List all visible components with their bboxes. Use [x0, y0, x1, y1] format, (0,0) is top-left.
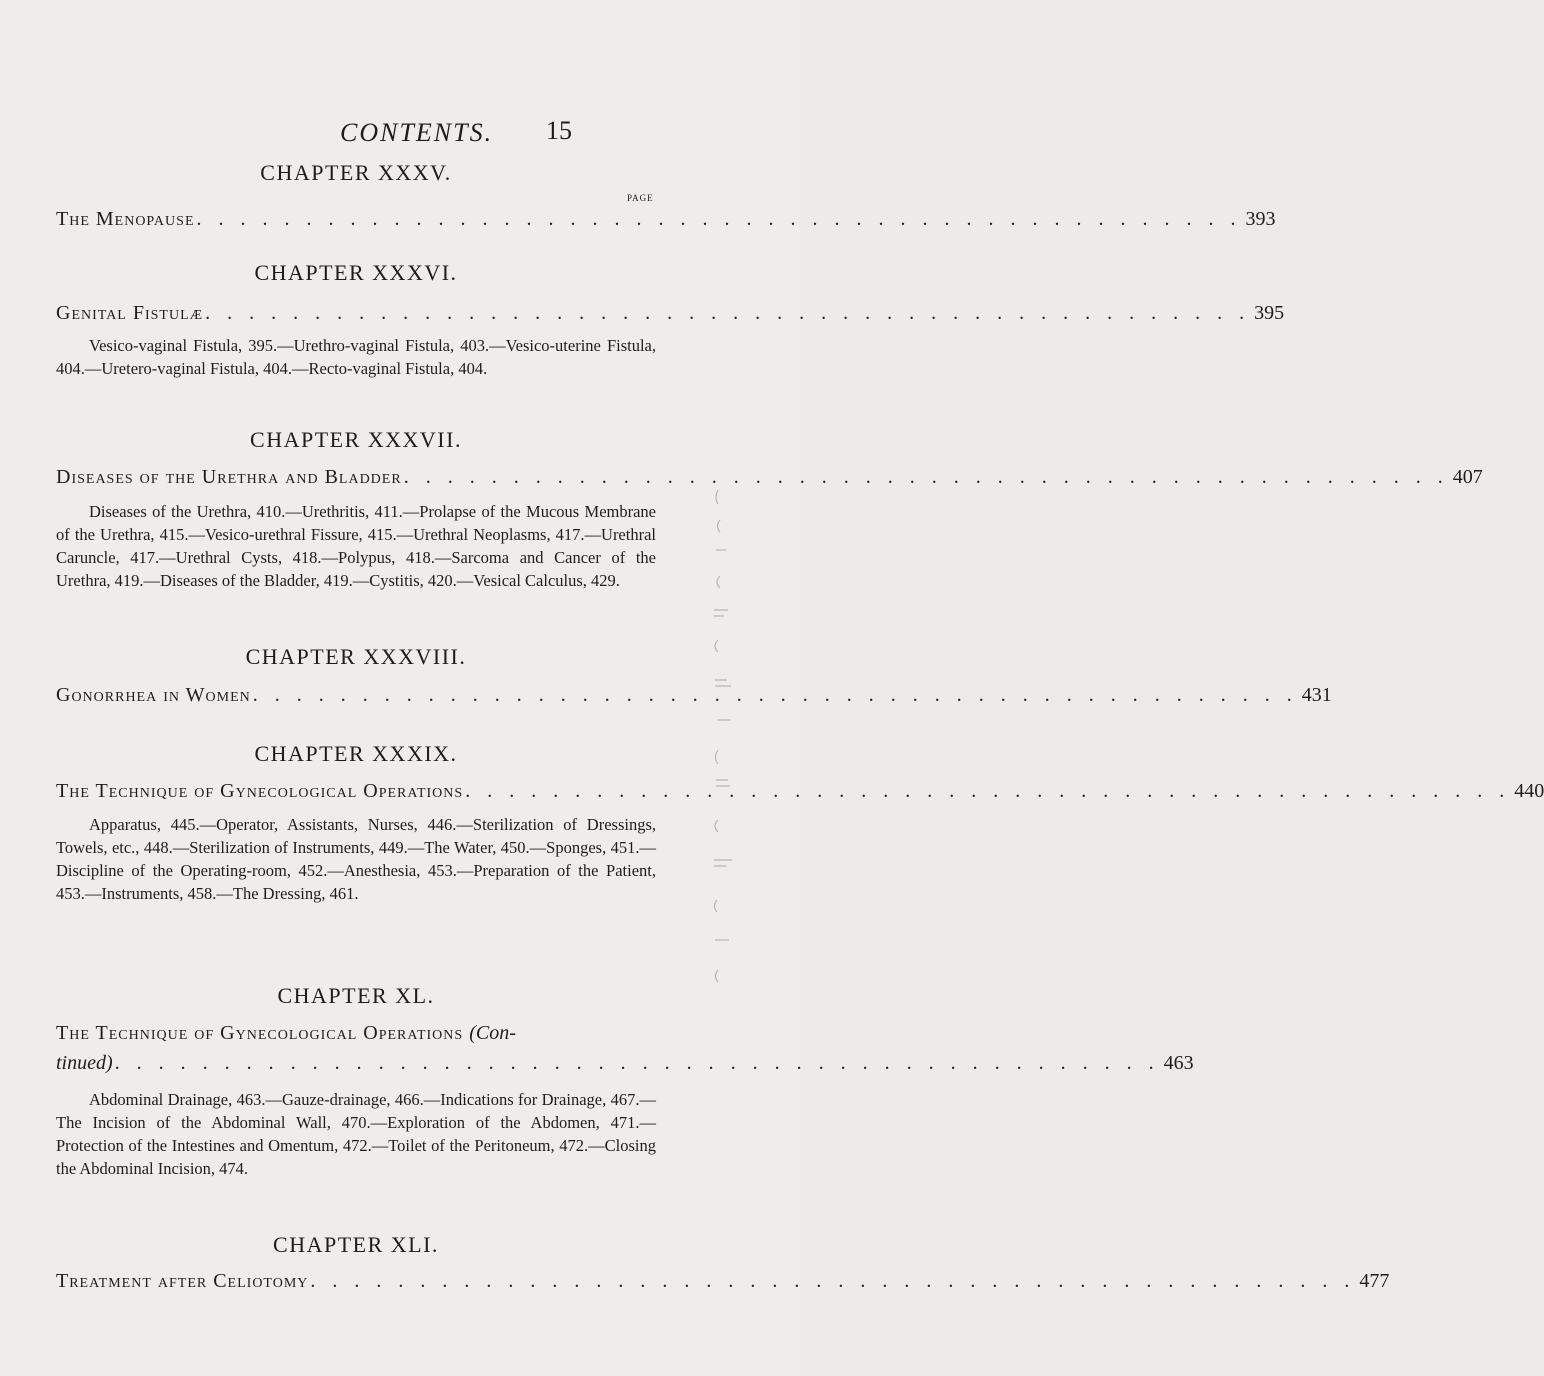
- toc-entry-page: 393: [1245, 208, 1276, 230]
- chapter-summary: Diseases of the Urethra, 410.—Urethritis, 411.—Prolapse of the Mucous Membrane of the Urethra, 415.—Vesico-urethral Fissure, 415.—Urethral Neoplasms, 417.—Urethral Caruncle, 417.—Urethral Cysts, 418.—Polypus, 418.—Sarcoma and Cancer of the Urethra, 419.—Diseases of the Bladder, 419.—Cystitis, 420.—Vesical Calculus, 429.: [56, 502, 656, 590]
- chapter-summary: Vesico-vaginal Fistula, 395.—Urethro-vaginal Fistula, 403.—Vesico-uterine Fistula, 404.—Uretero-vaginal Fistula, 404.—Recto-vaginal Fistula, 404.: [56, 336, 656, 378]
- toc-entry[interactable]: [56, 684, 1332, 707]
- chapter-summary: Abdominal Drainage, 463.—Gauze-drainage, 466.—Indications for Drainage, 467.—The Incision of the Abdominal Wall, 470.—Exploration of the Abdomen, 471.—Protection of the Intestines and Omentum, 472.—Toilet of the Peritoneum, 472.—Closing the Abdominal Incision, 474.: [56, 1090, 656, 1178]
- dot-leader: . . . . . . . . . . . . . . . . . . . . . . . . . . . . . . . . . . . . . . . . . . . . . . . .: [403, 466, 1449, 488]
- toc-entry-title: Genital Fistulæ: [56, 302, 204, 324]
- toc-entry-title: Diseases of the Urethra and Bladder: [56, 466, 402, 488]
- toc-entry-page: 477: [1359, 1270, 1390, 1292]
- page-column-label: PAGE: [627, 193, 654, 203]
- toc-entry-title: Gonorrhea in Women: [56, 684, 251, 706]
- chapter-summary: Apparatus, 445.—Operator, Assistants, Nurses, 446.—Sterilization of Dressings, Towels, etc., 448.—Sterilization of Instruments, 449.—The Water, 450.—Sponges, 451.—Discipline of the Operating-room, 452.—Anesthesia, 453.—Preparation of the Patient, 453.—Instruments, 458.—The Dressing, 461.: [56, 815, 656, 903]
- page-number: 15: [546, 116, 572, 145]
- toc-entry-page: 463: [1163, 1052, 1194, 1074]
- toc-entry-first-line[interactable]: [56, 1022, 656, 1045]
- toc-entry-title: Treatment after Celiotomy: [56, 1270, 309, 1292]
- dot-leader: . . . . . . . . . . . . . . . . . . . . . . . . . . . . . . . . . . . . . . . . . . . . . . . .: [310, 1270, 1356, 1292]
- toc-entry[interactable]: [56, 780, 1544, 803]
- toc-entry-title: The Menopause: [56, 208, 195, 230]
- toc-entry-title-continued: tinued): [56, 1052, 113, 1074]
- toc-entry-page: 431: [1301, 684, 1332, 706]
- facing-page-bleed-marks: [700, 480, 800, 1000]
- toc-entry[interactable]: [56, 1270, 1390, 1293]
- dot-leader: . . . . . . . . . . . . . . . . . . . . . . . . . . . . . . . . . . . . . . . . . . . . . . . .: [465, 780, 1511, 802]
- dot-leader: . . . . . . . . . . . . . . . . . . . . . . . . . . . . . . . . . . . . . . . . . . . . . . . .: [205, 302, 1251, 324]
- dot-leader: . . . . . . . . . . . . . . . . . . . . . . . . . . . . . . . . . . . . . . . . . . . . . . . .: [196, 208, 1242, 230]
- dot-leader: . . . . . . . . . . . . . . . . . . . . . . . . . . . . . . . . . . . . . . . . . . . . . . . .: [252, 684, 1298, 706]
- running-head-title: CONTENTS.: [340, 118, 494, 147]
- toc-entry-page: 395: [1254, 302, 1285, 324]
- chapter-heading: CHAPTER XXXV.: [260, 160, 452, 185]
- chapter-heading: CHAPTER XXXVI.: [254, 260, 458, 285]
- toc-entry[interactable]: [56, 1052, 1194, 1075]
- chapter-heading: CHAPTER XXXIX.: [254, 741, 458, 766]
- dot-leader: . . . . . . . . . . . . . . . . . . . . . . . . . . . . . . . . . . . . . . . . . . . . . . . .: [114, 1052, 1160, 1074]
- toc-entry[interactable]: [56, 208, 1276, 231]
- toc-entry-title: The Technique of Gynecological Operations: [56, 780, 464, 802]
- toc-entry-page: 407: [1452, 466, 1483, 488]
- toc-entry[interactable]: [56, 302, 1285, 325]
- toc-entry-title-continued: (Con-: [469, 1022, 516, 1044]
- toc-entry-page: 440: [1514, 780, 1544, 802]
- toc-entry[interactable]: [56, 466, 1483, 489]
- chapter-heading: CHAPTER XXXVIII.: [245, 644, 467, 669]
- chapter-heading: CHAPTER XL.: [277, 983, 435, 1008]
- chapter-heading: CHAPTER XLI.: [273, 1232, 439, 1257]
- toc-entry-title: The Technique of Gynecological Operations: [56, 1022, 464, 1044]
- chapter-heading: CHAPTER XXXVII.: [250, 427, 462, 452]
